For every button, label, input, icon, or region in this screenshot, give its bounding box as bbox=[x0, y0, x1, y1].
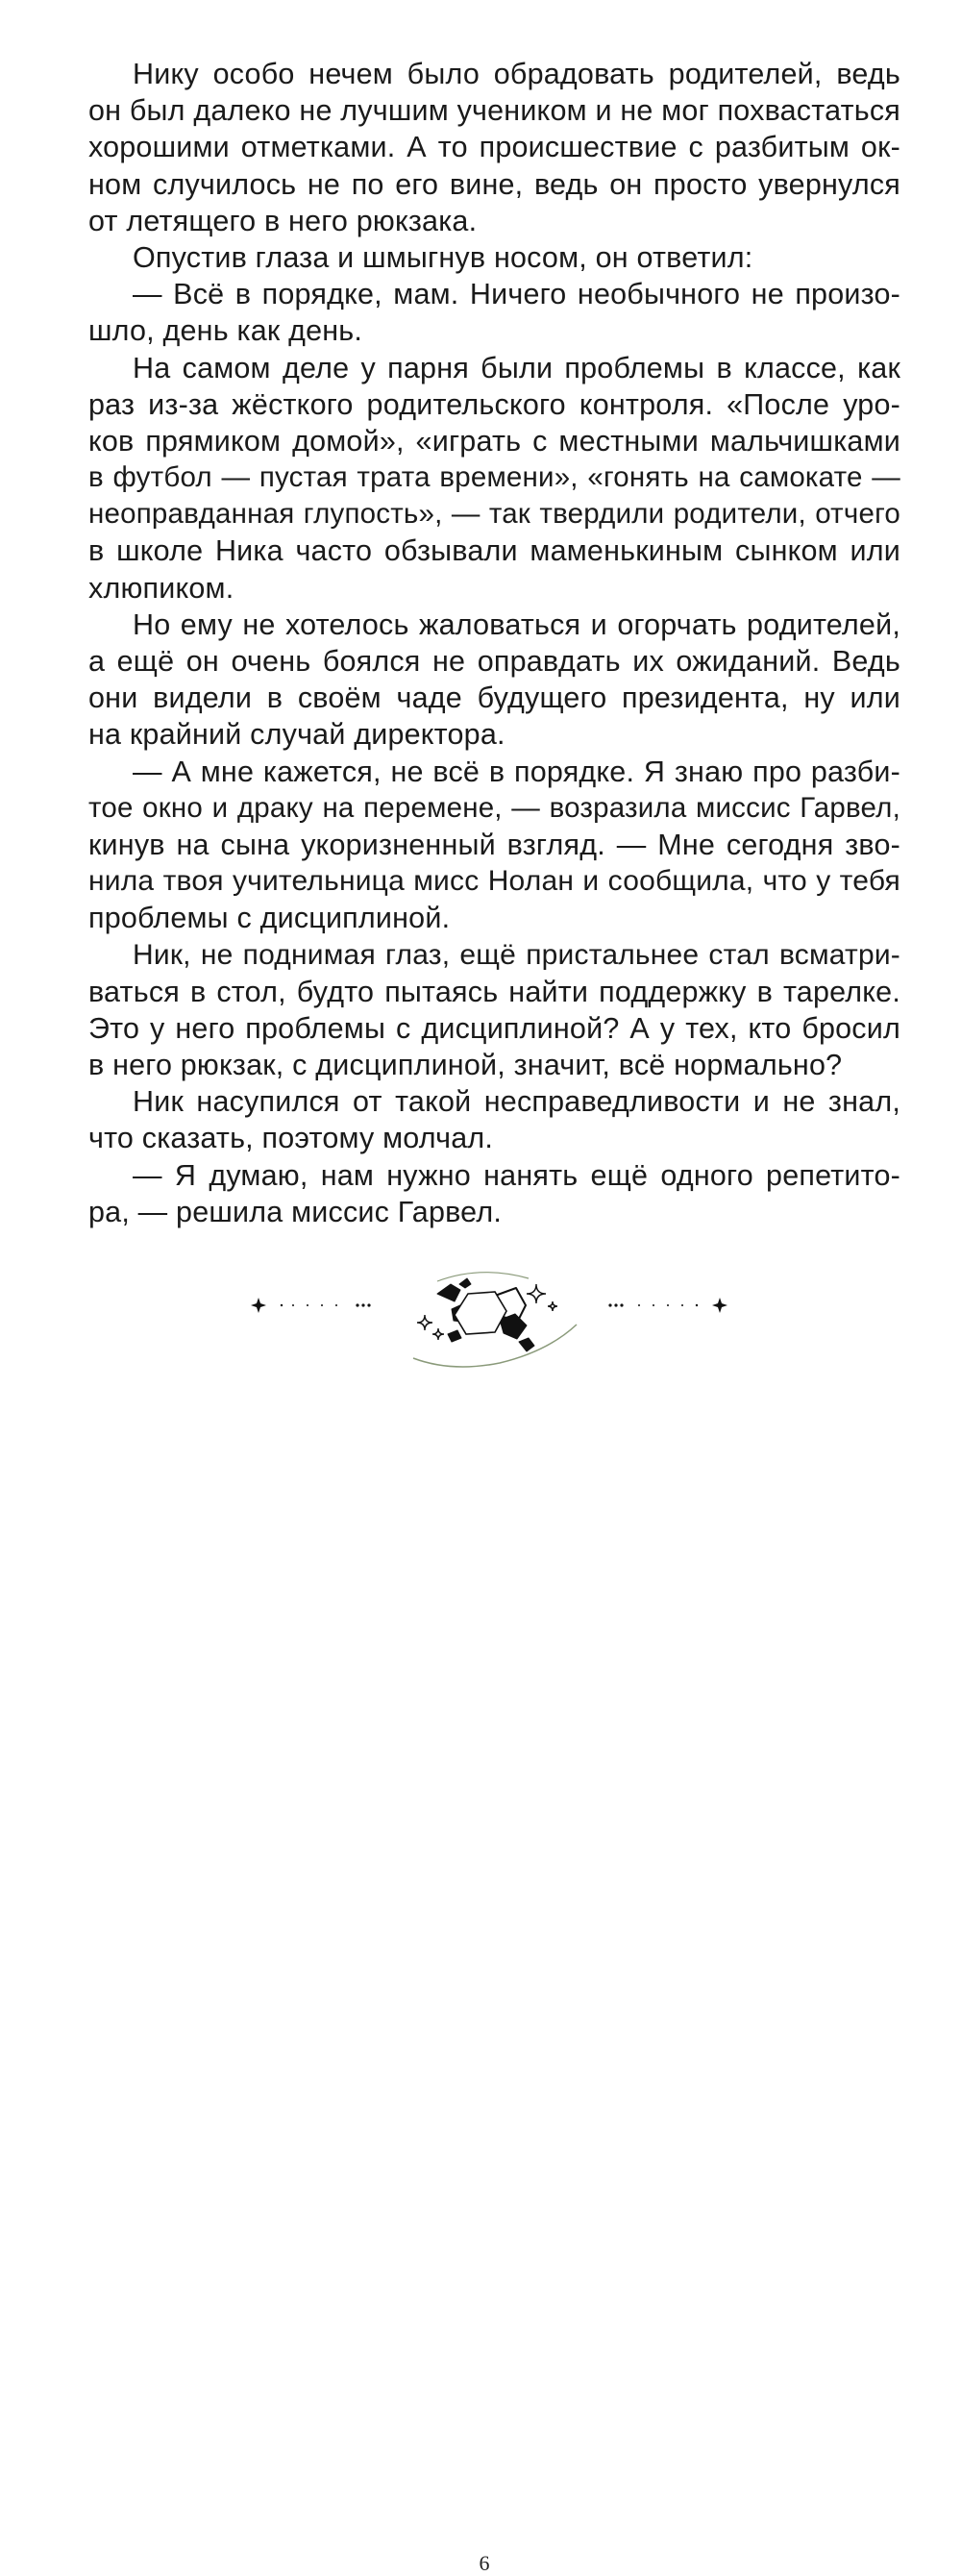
text-line: от летящего в него рюкзака. bbox=[88, 204, 478, 237]
star-icon bbox=[417, 1315, 432, 1330]
text-line: неоправданная глупость», — так твердили родители, отчего bbox=[88, 498, 900, 531]
text-line: — Всё в порядке, мам. Ничего необычного не произо- bbox=[133, 278, 900, 311]
text-line: — Я думаю, нам нужно нанять ещё одного репетито- bbox=[133, 1158, 900, 1192]
text-line: ваться в стол, будто пытаясь найти поддержку в тарелке. bbox=[88, 975, 900, 1008]
body-text bbox=[88, 56, 900, 1230]
text-line: ков прямиком домой», «играть с местными мальчишками bbox=[88, 424, 900, 458]
star-icon bbox=[527, 1284, 546, 1303]
star-icon bbox=[548, 1301, 557, 1311]
text-line: нила твоя учительница мисс Нолан и сообщила, что у тебя bbox=[88, 865, 900, 898]
text-line: ра, — решила миссис Гарвел. bbox=[88, 1195, 502, 1228]
text-line: шло, день как день. bbox=[88, 314, 363, 348]
text-line: кинув на сына укоризненный взгляд. — Мне сегодня зво- bbox=[88, 828, 900, 861]
text-line: а ещё он очень боялся не оправдать их ожиданий. Ведь bbox=[88, 645, 900, 678]
page-footer bbox=[0, 1267, 961, 2575]
sparkle-icon bbox=[251, 1298, 266, 1313]
text-line: Опустив глаза и шмыгнув носом, он ответил: bbox=[133, 240, 753, 274]
text-line: хлюпиком. bbox=[88, 571, 234, 605]
text-line: На самом деле у парня были проблемы в классе, как bbox=[133, 351, 900, 384]
text-line: Нику особо нечем было обрадовать родителей, ведь bbox=[133, 58, 900, 90]
text-line: проблемы с дисциплиной. bbox=[88, 902, 451, 935]
text-line: что сказать, поэтому молчал. bbox=[88, 1122, 494, 1155]
text-line: хорошими отметками. А то происшествие с разбитым ок- bbox=[88, 131, 900, 164]
text-line: они видели в своём чаде будущего президента, ну или bbox=[88, 681, 900, 715]
text-line: Ник, не поднимая глаз, ещё пристальнее стал всматри- bbox=[133, 938, 900, 971]
text-line: Это у него проблемы с дисциплиной? А у тех, кто бросил bbox=[88, 1011, 900, 1045]
text-line: — А мне кажется, не всё в порядке. Я знаю про разби- bbox=[133, 755, 900, 788]
sparkle-icon bbox=[712, 1298, 727, 1313]
text-line: в футбол — пустая трата времени», «гонять на самокате — bbox=[88, 461, 900, 494]
text-line: он был далеко не лучшим учеником и не мог похвастаться bbox=[88, 94, 900, 128]
text-line: в него рюкзак, с дисциплиной, значит, всё нормально? bbox=[88, 1049, 843, 1082]
text-line: Но ему не хотелось жаловаться и огорчать родителей, bbox=[133, 607, 900, 641]
text-line: ном случилось не по его вине, ведь он просто увернулся bbox=[88, 167, 900, 201]
page-number: 6 bbox=[479, 2551, 490, 2575]
text-line: на крайний случай директора. bbox=[88, 718, 505, 752]
text-line: тое окно и драку на перемене, — возразила миссис Гарвел, bbox=[88, 791, 900, 824]
crystal-stars-ornament-icon bbox=[0, 1267, 961, 1370]
text-line: Ник насупился от такой несправедливости и не знал, bbox=[133, 1085, 900, 1119]
text-line: раз из-за жёсткого родительского контроля. «После уро- bbox=[88, 387, 900, 421]
text-line: в школе Ника часто обзывали маменькиным сынком или bbox=[88, 534, 900, 568]
star-icon bbox=[432, 1328, 444, 1340]
